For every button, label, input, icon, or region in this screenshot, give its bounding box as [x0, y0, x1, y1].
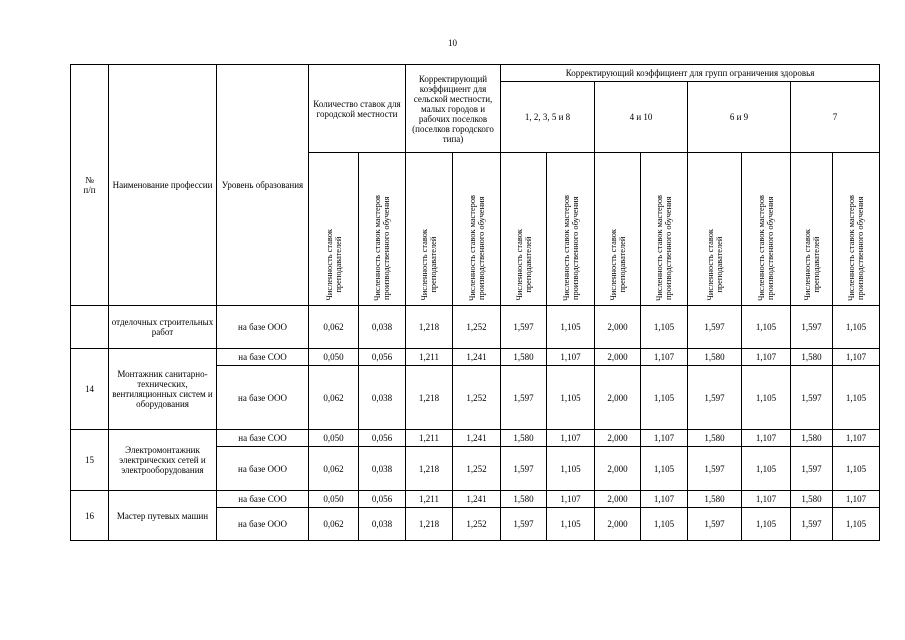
value-cell: 1,105 — [742, 366, 791, 430]
header-masters-count — [742, 153, 791, 306]
header-health-subgroup: 6 и 9 — [688, 82, 791, 153]
value-cell: 1,105 — [547, 508, 595, 541]
vertical-header-text: Численность ставок преподавателей — [420, 229, 438, 301]
value-cell: 1,105 — [641, 447, 688, 491]
value-cell: 1,218 — [406, 306, 453, 349]
value-cell: 1,105 — [641, 306, 688, 349]
value-cell: 1,241 — [453, 430, 501, 447]
table-row — [71, 491, 880, 508]
value-cell: 1,580 — [501, 491, 547, 508]
value-cell: 1,107 — [547, 491, 595, 508]
value-cell: 1,241 — [453, 491, 501, 508]
value-cell: 1,105 — [547, 447, 595, 491]
vertical-header-text: Численность ставок мастеров производственного обучения — [757, 194, 775, 301]
header-row-1 — [71, 65, 880, 82]
value-cell: 1,105 — [547, 366, 595, 430]
value-cell: 1,107 — [833, 349, 880, 366]
education-level: на базе ООО — [217, 508, 309, 541]
header-teachers-count — [501, 153, 547, 306]
value-cell: 1,107 — [742, 491, 791, 508]
value-cell: 1,580 — [791, 491, 833, 508]
value-cell: 0,062 — [309, 306, 359, 349]
value-cell: 0,062 — [309, 447, 359, 491]
value-cell: 1,252 — [453, 447, 501, 491]
profession-name: отделочных строительных работ — [109, 306, 217, 349]
header-masters-count — [547, 153, 595, 306]
value-cell: 1,107 — [833, 491, 880, 508]
header-health-group: Корректирующий коэффициент для групп ограничения здоровья — [501, 65, 880, 82]
vertical-header-text: Численность ставок мастеров производственного обучения — [373, 194, 391, 301]
value-cell: 1,211 — [406, 430, 453, 447]
value-cell: 1,105 — [547, 306, 595, 349]
value-cell: 1,580 — [501, 430, 547, 447]
vertical-header-text: Численность ставок преподавателей — [802, 229, 821, 301]
value-cell: 1,597 — [501, 447, 547, 491]
value-cell: 1,580 — [688, 349, 742, 366]
value-cell: 1,252 — [453, 366, 501, 430]
value-cell: 0,050 — [309, 430, 359, 447]
value-cell: 1,597 — [688, 306, 742, 349]
table-row — [71, 306, 880, 349]
value-cell: 1,105 — [833, 306, 880, 349]
value-cell: 1,107 — [833, 430, 880, 447]
value-cell: 0,050 — [309, 349, 359, 366]
value-cell: 1,580 — [791, 349, 833, 366]
header-rural-group: Корректирующий коэффициент для сельской местности, малых городов и рабочих поселков (поселков городского типа) — [406, 65, 501, 153]
value-cell: 2,000 — [595, 508, 641, 541]
header-teachers-count — [309, 153, 359, 306]
value-cell: 1,597 — [688, 366, 742, 430]
education-level: на базе СОО — [217, 430, 309, 447]
value-cell: 0,056 — [359, 430, 406, 447]
education-level: на базе СОО — [217, 349, 309, 366]
value-cell: 1,211 — [406, 349, 453, 366]
value-cell: 1,597 — [791, 447, 833, 491]
value-cell: 2,000 — [595, 430, 641, 447]
value-cell: 1,252 — [453, 306, 501, 349]
value-cell: 0,062 — [309, 508, 359, 541]
value-cell: 1,597 — [791, 508, 833, 541]
value-cell: 1,580 — [791, 430, 833, 447]
value-cell: 2,000 — [595, 366, 641, 430]
value-cell: 1,218 — [406, 508, 453, 541]
value-cell: 1,252 — [453, 508, 501, 541]
header-teachers-count — [595, 153, 641, 306]
value-cell: 1,105 — [833, 447, 880, 491]
value-cell: 1,105 — [742, 447, 791, 491]
vertical-header-text: Численность ставок преподавателей — [608, 229, 627, 301]
value-cell: 1,107 — [641, 430, 688, 447]
value-cell: 1,597 — [501, 306, 547, 349]
value-cell: 2,000 — [595, 306, 641, 349]
header-masters-count — [833, 153, 880, 306]
vertical-header-text: Численность ставок мастеров производственного обучения — [847, 194, 866, 301]
value-cell: 1,580 — [501, 349, 547, 366]
row-number: 15 — [71, 430, 109, 491]
value-cell: 0,056 — [359, 491, 406, 508]
header-teachers-count — [688, 153, 742, 306]
value-cell: 1,107 — [742, 430, 791, 447]
row-number — [71, 306, 109, 349]
vertical-header-text: Численность ставок преподавателей — [514, 229, 533, 301]
vertical-header-text: Численность ставок мастеров производственного обучения — [467, 194, 486, 301]
value-cell: 1,580 — [688, 430, 742, 447]
value-cell: 1,211 — [406, 491, 453, 508]
value-cell: 1,107 — [742, 349, 791, 366]
table-row — [71, 430, 880, 447]
header-masters-count — [359, 153, 406, 306]
education-level: на базе ООО — [217, 366, 309, 430]
vertical-header-text: Численность ставок преподавателей — [705, 229, 724, 301]
profession-name: Мастер путевых машин — [109, 491, 217, 541]
education-level: на базе СОО — [217, 491, 309, 508]
value-cell: 1,107 — [547, 349, 595, 366]
value-cell: 0,056 — [359, 349, 406, 366]
row-number: 14 — [71, 349, 109, 430]
vertical-header-text: Численность ставок преподавателей — [324, 229, 343, 301]
header-teachers-count — [791, 153, 833, 306]
value-cell: 1,105 — [742, 306, 791, 349]
value-cell: 0,038 — [359, 366, 406, 430]
value-cell: 1,105 — [833, 366, 880, 430]
value-cell: 1,580 — [688, 491, 742, 508]
value-cell: 0,038 — [359, 447, 406, 491]
value-cell: 1,105 — [742, 508, 791, 541]
header-health-subgroup: 4 и 10 — [595, 82, 688, 153]
value-cell: 1,107 — [641, 349, 688, 366]
value-cell: 1,105 — [641, 366, 688, 430]
page-number: 10 — [448, 38, 457, 48]
value-cell: 1,597 — [791, 306, 833, 349]
profession-name: Монтажник санитарно-технических, вентиляционных систем и оборудования — [109, 349, 217, 430]
row-number: 16 — [71, 491, 109, 541]
header-masters-count — [453, 153, 501, 306]
header-education-level: Уровень образования — [217, 65, 309, 306]
education-level: на базе ООО — [217, 306, 309, 349]
table-row — [71, 349, 880, 366]
value-cell: 1,105 — [833, 508, 880, 541]
header-masters-count — [641, 153, 688, 306]
header-health-subgroup: 1, 2, 3, 5 и 8 — [501, 82, 595, 153]
value-cell: 1,218 — [406, 447, 453, 491]
value-cell: 0,062 — [309, 366, 359, 430]
value-cell: 1,597 — [688, 447, 742, 491]
value-cell: 1,597 — [501, 508, 547, 541]
header-urban-group: Количество ставок для городской местности — [309, 65, 406, 153]
value-cell: 1,107 — [547, 430, 595, 447]
value-cell: 1,597 — [791, 366, 833, 430]
staffing-table — [70, 64, 880, 541]
header-health-subgroup: 7 — [791, 82, 880, 153]
header-num: № п/п — [71, 65, 109, 306]
value-cell: 2,000 — [595, 447, 641, 491]
value-cell: 1,105 — [641, 508, 688, 541]
header-teachers-count — [406, 153, 453, 306]
value-cell: 1,597 — [688, 508, 742, 541]
header-profession: Наименование профессии — [109, 65, 217, 306]
value-cell: 0,038 — [359, 306, 406, 349]
value-cell: 0,050 — [309, 491, 359, 508]
value-cell: 2,000 — [595, 349, 641, 366]
profession-name: Электромонтажник электрических сетей и электрооборудования — [109, 430, 217, 491]
value-cell: 1,597 — [501, 366, 547, 430]
value-cell: 0,038 — [359, 508, 406, 541]
value-cell: 2,000 — [595, 491, 641, 508]
value-cell: 1,218 — [406, 366, 453, 430]
value-cell: 1,107 — [641, 491, 688, 508]
vertical-header-text: Численность ставок мастеров производственного обучения — [561, 194, 580, 301]
value-cell: 1,241 — [453, 349, 501, 366]
education-level: на базе ООО — [217, 447, 309, 491]
vertical-header-text: Численность ставок мастеров производственного обучения — [655, 194, 673, 301]
